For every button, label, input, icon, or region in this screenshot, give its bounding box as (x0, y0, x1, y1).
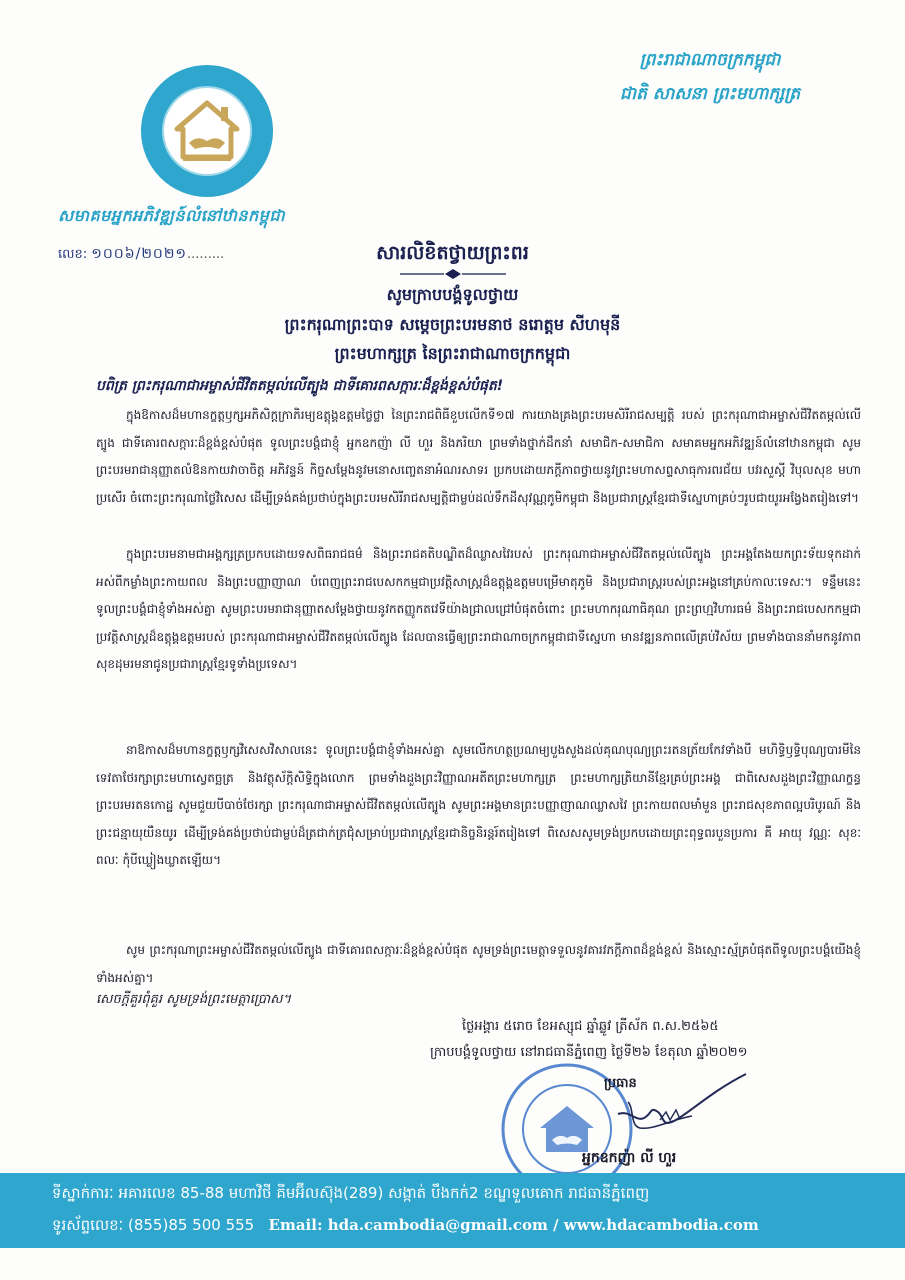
footer-phone: ទូរស័ព្ទលេខៈ (855)85 500 555 (52, 1216, 255, 1234)
signer-name: អ្នកឧកញ៉ា លី ហួរ (582, 1150, 677, 1166)
body-paragraph-4 (96, 937, 861, 992)
paragraph-2-text: ក្នុងព្រះបរមនាមជាអង្គក្សត្រប្រកបដោយទសពិធរាជធម៌ និងព្រះរាជគតិបណ្ឌិតដ៏ឈ្លាសវៃរបស់ ព្រះករុណាជាអម្ចាស់ជីវិតតម្កល់លើត្បូង ព្រះអង្គតែងយកព្រះទ័យទុកដាក់អស់ពីកម្លាំងព្រះកាយពល និងព្រះបញ្ញាញាណ បំពេញព្រះរាជបេសកកម្មជាប្រវត្តិសាស្ត្រដ៏ឧត្តុង្គឧត្តមបម្រើមាតុភូមិ និងប្រជារាស្ត្ររបស់ព្រះអង្គនៅគ្រប់កាលៈទេសៈ។ ទន្ទឹមនេះ ទូលព្រះបង្គំជាខ្ញុំទាំងអស់គ្នា សូមព្រះបរមរាជានុញ្ញាតសម្តែងថ្វាយនូវកតញ្ញូកតវេទីយ៉ាងជ្រាលជ្រៅបំផុតចំពោះ ព្រះមហាករុណាធិគុណ ព្រះព្រហ្មវិហារធម៌ និងព្រះរាជបេសកកម្មជាប្រវត្តិសាស្ត្រដ៏ឧត្តុង្គឧត្តមរបស់ ព្រះករុណាជាអម្ចាស់ជីវិតតម្កល់លើត្បូង ដែលបានធ្វើឲ្យព្រះរាជាណាចក្រកម្ពុជាជាទីស្នេហា មានវឌ្ឍនភាពលើគ្រប់វិស័យ ព្រមទាំងបាននាំមកនូវភាពសុខដុមរមនាជូនប្រជារាស្ត្រខ្មែរទូទាំងប្រទេស។ (96, 547, 861, 672)
ref-value: ១០០៦/២០២១ (91, 246, 188, 262)
footer-address: ទីស្នាក់ការៈ អគារលេខ 85-88 មហាវិថី គីមអ៊ីលស៊ុង(289) សង្កាត់ បឹងកក់2 ខណ្ឌទួលគោក រាជធានីភ្នំពេញ (52, 1184, 650, 1202)
paragraph-1-text: ក្នុងឱកាសដ៏មហានក្ខត្តឫក្សអភិសិក្តក្រាភិរម្យឧត្តុង្គឧត្តមថ្លៃថ្លា នៃព្រះរាជពិធីខួបលើកទី១៧ ការយាងគ្រងព្រះបរមសិរីរាជសម្បត្តិ របស់ ព្រះករុណាជាអម្ចាស់ជីវិតតម្កល់លើត្បូង ជាទីគោរពសក្ការៈដ៏ខ្ពង់ខ្ពស់បំផុត ទូលព្រះបង្គំជាខ្ញុំ អ្នកឧកញ៉ា លី ហួរ និងភរិយា ព្រមទាំងថ្នាក់ដឹកនាំ សមាជិក-សមាជិកា សមាគមអ្នកអភិវឌ្ឍន៍លំនៅឋានកម្ពុជា សូមព្រះបរមរាជានុញ្ញាតលំឱនកាយវាចាចិត្ត អភិវន្ទន៍ កិច្ចសម្តែងនូវមនោសញ្ចេតនាអំណរសាទរ ប្រកបដោយភក្តីភាពថ្វាយនូវព្រះមហាសព្ទសាធុការពរជ័យ បវរសួស្តី វិបុលសុខ មហាប្រសើរ ចំពោះព្រះករុណាថ្លៃវិសេស ដើម្បីទ្រង់គង់ប្រថាប់ក្នុងព្រះបរមសិរីរាជសម្បត្តិជាម្លប់ដល់ទឹកដីសុវណ្ណភូមិកម្ពុជា និងប្រជារាស្ត្រខ្មែរជាទីស្នេហាគ្រប់ៗរូបជាយូរអង្វែងតរៀងទៅ។ (96, 408, 861, 505)
solar-date: ក្រាបបង្គំទូលថ្វាយ នៅរាជធានីភ្នំពេញ ថ្ងៃទី២៦ ខែតុលា ឆ្នាំ២០២១ (430, 1045, 748, 1060)
ref-dots: ......... (187, 247, 225, 262)
ref-label: លេខ: (58, 247, 88, 262)
addressee-line-1: សូមក្រាបបង្គំទូលថ្វាយ (386, 285, 519, 304)
document-title: សារលិខិតថ្វាយព្រះពរ (376, 242, 529, 264)
paragraph-3-text: នាឱកាសដ៏មហានក្ខត្តឫក្សវិសេសវិសាលនេះ ទូលព្រះបង្គំជាខ្ញុំទាំងអស់គ្នា សូមលើកហត្ថប្រណម្យបួងសួងដល់គុណបុណ្យព្រះរតនត្រ័យកែវទាំងបី មហិទ្ធិឫទ្ធិបុណ្យបារមីនៃទេវតាថែរក្សាព្រះមហាស្វេតច្ឆត្រ និងវត្ថុស័ក្តិសិទ្ធិក្នុងលោក ព្រមទាំងដួងព្រះវិញ្ញាណអតីតព្រះមហាក្សត្រ ព្រះមហាក្សត្រិយានីខ្មែរគ្រប់ព្រះអង្គ ជាពិសេសដួងព្រះវិញ្ញាណក្ខន្ធព្រះបរមរតនកោដ្ឋ សូមជួយបីបាច់ថែរក្សា ព្រះករុណាជាអម្ចាស់ជីវិតតម្កល់លើត្បូង សូមព្រះអង្គមានព្រះបញ្ញាញាណឈ្លាសវៃ ព្រះកាយពលមាំមួន ព្រះរាជសុខភាពល្អបរិបូរណ៍ និងព្រះជន្មាយុយឺនយូរ ដើម្បីទ្រង់គង់ប្រថាប់ជាម្លប់ដ៏ត្រជាក់ត្រជុំសម្រាប់ប្រជារាស្ត្រខ្មែរជានិច្ចនិរន្តរ៍តរៀងទៅ ពិសេសសូមទ្រង់ប្រកបដោយព្រះពុទ្ធពរបួនប្រការ គឺ អាយុ វណ្ណៈ សុខៈ ពលៈ កុំបីឃ្លៀងឃ្លាតឡើយ។ (96, 743, 861, 868)
motto-kingdom: ព្រះរាជាណាចក្រកម្ពុជា (639, 50, 781, 70)
footer-contact-bar (0, 1173, 905, 1248)
title-ornament (400, 269, 506, 279)
motto-nation-religion-king: ជាតិ សាសនា ព្រះមហាក្សត្រ (619, 84, 801, 104)
addressee-line-3: ព្រះមហាក្សត្រ នៃព្រះរាជាណាចក្រកម្ពុជា (334, 344, 571, 363)
hda-logo (139, 63, 275, 199)
salutation: បពិត្រ ព្រះករុណាជាអម្ចាស់ជីវិតតម្កល់លើត្បូង ជាទីគោរពសក្ការៈដ៏ខ្ពង់ខ្ពស់បំផុត! (96, 378, 504, 394)
organization-name: សមាគមអ្នកអភិវឌ្ឍន៍លំនៅឋានកម្ពុជា (58, 206, 286, 225)
body-paragraph-3 (96, 737, 861, 875)
signer-title: ប្រធាន (604, 1076, 637, 1091)
paragraph-4-text: សូម ព្រះករុណាព្រះអម្ចាស់ជីវិតតម្កល់លើត្បូង ជាទីគោរពសក្ការៈដ៏ខ្ពង់ខ្ពស់បំផុត សូមទ្រង់ព្រះមេត្តាទទួលនូវគារវភក្តីភាពដ៏ខ្ពង់ខ្ពស់ និងស្មោះស្ម័គ្របំផុតពីទូលព្រះបង្គំយើងខ្ញុំទាំងអស់គ្នា។ (96, 943, 861, 985)
body-paragraph-1 (96, 402, 861, 512)
lunar-date: ថ្ងៃអង្គារ ៥រោច ខែអស្សុជ ឆ្នាំឆ្លូវ ត្រីស័ក ព.ស.២៥៦៥ (462, 1019, 719, 1034)
body-paragraph-2 (96, 541, 861, 679)
addressee-line-2: ព្រះករុណាព្រះបាទ សម្តេចព្រះបរមនាថ នរោត្តម សីហមុនី (284, 315, 621, 334)
national-motto (560, 43, 860, 111)
footer-email-website: Email: hda.cambodia@gmail.com / www.hdacambodia.com (268, 1216, 759, 1234)
closing-phrase: សេចក្តីគួរពុំគួរ សូមទ្រង់ព្រះមេត្តាប្រោស។ (96, 992, 292, 1007)
handwritten-signature (600, 1072, 750, 1152)
footer-contacts (52, 1216, 759, 1238)
